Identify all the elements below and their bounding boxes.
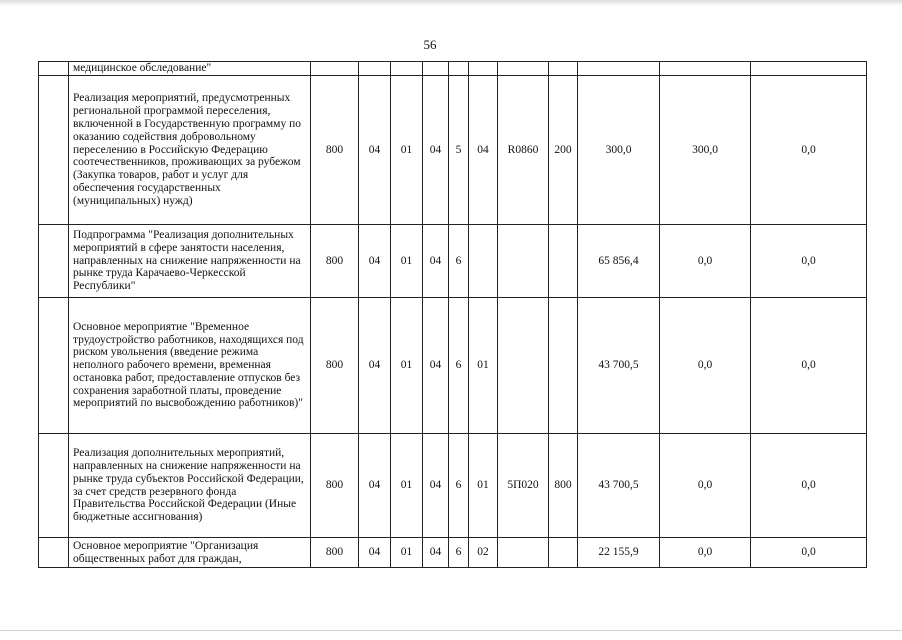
amount-1-cell: 300,0 bbox=[578, 76, 660, 225]
item-name-cell: медицинское обследование" bbox=[69, 62, 311, 76]
amount-1-cell: 43 700,5 bbox=[578, 298, 660, 434]
amount-1-cell: 22 155,9 bbox=[578, 538, 660, 568]
subprogram-cell: 6 bbox=[449, 225, 469, 298]
activity-cell bbox=[469, 62, 498, 76]
code-cell: 800 bbox=[311, 434, 359, 538]
subsection-cell: 01 bbox=[391, 434, 423, 538]
subprogram-cell: 6 bbox=[449, 434, 469, 538]
item-name-cell: Реализация мероприятий, предусмотренных региональной программой переселения, включенной в Государственную программу по оказанию содействия добровольному переселению в Российскую Федерацию соотечественников, проживающих за рубежом (Закупка товаров, работ и услуг для обеспечения государственных (муниципальных) нужд) bbox=[69, 76, 311, 225]
table-row bbox=[39, 225, 867, 298]
activity-cell: 01 bbox=[469, 434, 498, 538]
subsection-cell: 01 bbox=[391, 76, 423, 225]
direction-code-cell bbox=[498, 298, 549, 434]
program-cell: 04 bbox=[423, 538, 449, 568]
activity-cell bbox=[469, 225, 498, 298]
page-number: 56 bbox=[423, 37, 437, 52]
direction-code-cell bbox=[498, 62, 549, 76]
subsection-cell: 01 bbox=[391, 538, 423, 568]
expense-type-cell bbox=[549, 225, 578, 298]
subsection-cell: 01 bbox=[391, 225, 423, 298]
expense-type-cell: 800 bbox=[549, 434, 578, 538]
direction-code-cell: R0860 bbox=[498, 76, 549, 225]
activity-cell: 01 bbox=[469, 298, 498, 434]
section-cell: 04 bbox=[359, 76, 391, 225]
amount-3-cell bbox=[751, 62, 867, 76]
amount-1-cell bbox=[578, 62, 660, 76]
code-cell: 800 bbox=[311, 298, 359, 434]
expense-type-cell bbox=[549, 298, 578, 434]
code-cell: 800 bbox=[311, 538, 359, 568]
item-name-cell: Подпрограмма "Реализация дополнительных мероприятий в сфере занятости населения, направленных на снижение напряженности на рынке труда Карачаево-Черкесской Республики" bbox=[69, 225, 311, 298]
program-cell bbox=[423, 62, 449, 76]
expense-type-cell bbox=[549, 538, 578, 568]
scan-top-edge bbox=[0, 0, 902, 6]
table-row bbox=[39, 76, 867, 225]
subsection-cell bbox=[391, 62, 423, 76]
expense-type-cell bbox=[549, 62, 578, 76]
section-cell bbox=[359, 62, 391, 76]
program-cell: 04 bbox=[423, 434, 449, 538]
subsection-cell: 01 bbox=[391, 298, 423, 434]
section-cell: 04 bbox=[359, 298, 391, 434]
subprogram-cell bbox=[449, 62, 469, 76]
row-index-cell bbox=[39, 76, 69, 225]
row-index-cell bbox=[39, 538, 69, 568]
table-row bbox=[39, 538, 867, 568]
table-row bbox=[39, 434, 867, 538]
section-cell: 04 bbox=[359, 434, 391, 538]
amount-3-cell: 0,0 bbox=[751, 225, 867, 298]
program-cell: 04 bbox=[423, 298, 449, 434]
amount-2-cell bbox=[660, 62, 751, 76]
direction-code-cell bbox=[498, 225, 549, 298]
amount-1-cell: 43 700,5 bbox=[578, 434, 660, 538]
amount-2-cell: 0,0 bbox=[660, 225, 751, 298]
amount-2-cell: 300,0 bbox=[660, 76, 751, 225]
direction-code-cell: 5П020 bbox=[498, 434, 549, 538]
code-cell: 800 bbox=[311, 225, 359, 298]
amount-3-cell: 0,0 bbox=[751, 434, 867, 538]
item-name-cell: Реализация дополнительных мероприятий, направленных на снижение напряженности на рынке труда субъектов Российской Федерации, за счет средств резервного фонда Правительства Российской Федерации (Иные бюджетные ассигнования) bbox=[69, 434, 311, 538]
code-cell bbox=[311, 62, 359, 76]
program-cell: 04 bbox=[423, 225, 449, 298]
section-cell: 04 bbox=[359, 225, 391, 298]
amount-3-cell: 0,0 bbox=[751, 298, 867, 434]
section-cell: 04 bbox=[359, 538, 391, 568]
subprogram-cell: 6 bbox=[449, 298, 469, 434]
amount-1-cell: 65 856,4 bbox=[578, 225, 660, 298]
amount-2-cell: 0,0 bbox=[660, 298, 751, 434]
table-row bbox=[39, 298, 867, 434]
expense-type-cell: 200 bbox=[549, 76, 578, 225]
amount-3-cell: 0,0 bbox=[751, 538, 867, 568]
amount-2-cell: 0,0 bbox=[660, 538, 751, 568]
row-index-cell bbox=[39, 434, 69, 538]
amount-3-cell: 0,0 bbox=[751, 76, 867, 225]
row-index-cell bbox=[39, 62, 69, 76]
code-cell: 800 bbox=[311, 76, 359, 225]
budget-table bbox=[38, 61, 867, 568]
program-cell: 04 bbox=[423, 76, 449, 225]
row-index-cell bbox=[39, 298, 69, 434]
item-name-cell: Основное мероприятие "Организация общественных работ для граждан, bbox=[69, 538, 311, 568]
amount-2-cell: 0,0 bbox=[660, 434, 751, 538]
subprogram-cell: 6 bbox=[449, 538, 469, 568]
subprogram-cell: 5 bbox=[449, 76, 469, 225]
table-row bbox=[39, 62, 867, 76]
row-index-cell bbox=[39, 225, 69, 298]
direction-code-cell bbox=[498, 538, 549, 568]
activity-cell: 02 bbox=[469, 538, 498, 568]
activity-cell: 04 bbox=[469, 76, 498, 225]
item-name-cell: Основное мероприятие "Временное трудоустройство работников, находящихся под риском увольнения (введение режима неполного рабочего времени, временная остановка работ, предоставление отпусков без сохранения заработной платы, проведение мероприятий по высвобождению работников)" bbox=[69, 298, 311, 434]
scan-bottom-edge bbox=[0, 630, 902, 631]
